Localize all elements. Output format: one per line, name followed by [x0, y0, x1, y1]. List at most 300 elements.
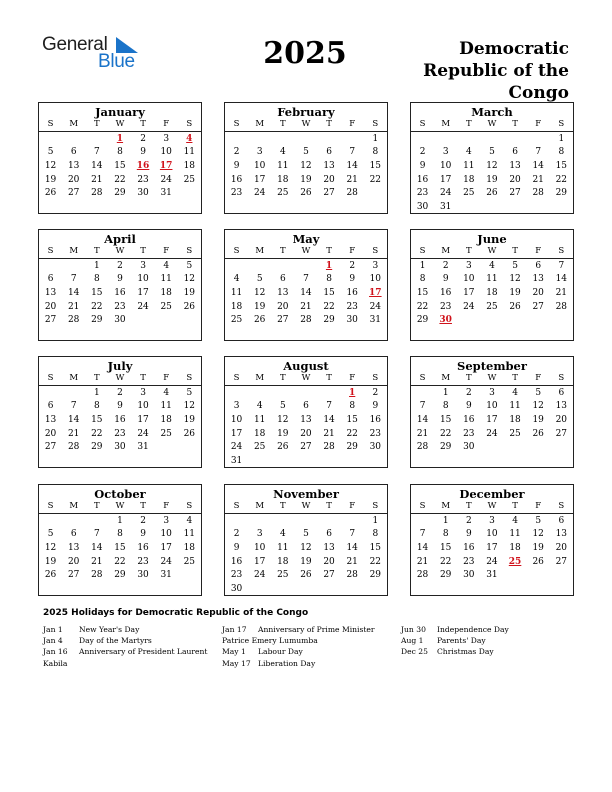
day-cell: 23 [137, 174, 149, 185]
day-cell: 10 [160, 529, 172, 540]
day-cell: 21 [346, 556, 358, 567]
week-row [225, 133, 387, 147]
week-row [39, 441, 201, 455]
day-cell: 25 [253, 442, 266, 453]
day-cell: 7 [419, 401, 426, 412]
week-row [225, 301, 387, 315]
day-cell: 8 [117, 529, 123, 540]
day-cell: 20 [67, 556, 80, 567]
day-cell: 9 [372, 401, 379, 412]
month-title: July [107, 359, 133, 373]
weekday-label: W [487, 246, 497, 256]
week-row [39, 387, 201, 401]
weekday-header [225, 118, 387, 132]
day-cell: 11 [230, 287, 243, 298]
day-cell: 22 [439, 428, 452, 439]
weekday-label: T [93, 373, 100, 383]
week-row [39, 569, 201, 583]
day-cell: 15 [323, 287, 335, 298]
day-cell: 1 [442, 515, 449, 526]
day-cell: 2 [442, 260, 449, 271]
day-cell: 23 [346, 301, 358, 312]
day-cell: 2 [233, 147, 240, 158]
weekday-label: S [372, 373, 379, 383]
weekday-label: S [47, 119, 54, 129]
weekday-label: T [279, 373, 286, 383]
day-cell: 2 [140, 515, 146, 526]
day-cell: 13 [300, 414, 312, 425]
holiday-name: Day of the Martyrs [79, 636, 152, 646]
day-cell: 10 [463, 274, 475, 285]
empty-cell [39, 260, 62, 274]
day-cell: 27 [555, 556, 568, 567]
day-cell: 7 [326, 401, 332, 412]
day-cell: 16 [230, 174, 243, 185]
holiday-item [222, 624, 402, 635]
day-cell: 30 [369, 442, 382, 453]
week-row [411, 174, 573, 188]
day-cell: 16 [137, 542, 149, 553]
weekday-label: S [186, 119, 193, 129]
empty-cell [480, 201, 503, 215]
day-cell: 15 [369, 160, 382, 171]
weekday-label: M [441, 246, 451, 256]
empty-cell [225, 387, 248, 401]
month-april [38, 229, 202, 341]
weekday-label: S [558, 246, 565, 256]
day-cell: 6 [303, 401, 309, 412]
week-row [225, 556, 387, 570]
day-cell: 3 [489, 387, 495, 398]
day-cell: 3 [465, 260, 472, 271]
day-cell: 26 [44, 188, 57, 199]
empty-cell [527, 569, 550, 583]
week-row [39, 287, 201, 301]
day-cell: 18 [509, 414, 521, 425]
weekday-label: M [69, 119, 79, 129]
day-cell: 17 [160, 542, 172, 553]
empty-cell [341, 583, 364, 597]
day-cell: 14 [91, 542, 103, 553]
week-row [225, 428, 387, 442]
day-cell: 13 [323, 542, 335, 553]
weekday-label: T [93, 501, 100, 511]
day-cell: 11 [463, 160, 475, 171]
day-cell: 14 [346, 542, 358, 553]
day-cell: 4 [256, 401, 263, 412]
day-cell: 8 [117, 147, 123, 158]
empty-cell [341, 455, 364, 469]
day-cell: 11 [277, 542, 289, 553]
day-cell: 27 [323, 188, 335, 199]
week-row [39, 260, 201, 274]
weekday-label: W [301, 373, 311, 383]
week-row [411, 301, 573, 315]
day-cell: 6 [70, 529, 77, 540]
day-cell: 3 [372, 260, 379, 271]
day-cell: 24 [230, 442, 243, 453]
month-title: January [95, 105, 145, 119]
weekday-label: F [535, 119, 542, 129]
day-cell: 27 [555, 428, 568, 439]
weekday-label: S [47, 373, 54, 383]
week-row [225, 455, 387, 469]
week-row [225, 414, 387, 428]
day-cell: 15 [439, 542, 452, 553]
day-cell: 29 [416, 315, 429, 326]
empty-cell [318, 515, 341, 529]
empty-cell [341, 133, 364, 147]
day-cell: 9 [465, 401, 472, 412]
week-row [39, 556, 201, 570]
week-row [225, 146, 387, 160]
holiday-name: Kabila [43, 658, 68, 668]
day-cell: 2 [465, 515, 472, 526]
day-cell: 30 [137, 188, 149, 199]
week-row [225, 273, 387, 287]
day-cell: 14 [67, 414, 80, 425]
day-cell: 19 [253, 301, 266, 312]
empty-cell [178, 569, 201, 583]
empty-cell [39, 133, 62, 147]
empty-cell [271, 515, 294, 529]
holiday-date: Jan 4 [43, 636, 63, 646]
day-cell: 12 [486, 160, 498, 171]
day-cell: 18 [160, 414, 172, 425]
day-cell: 21 [91, 556, 103, 567]
day-cell: 21 [555, 287, 568, 298]
day-cell: 29 [346, 442, 358, 453]
week-row [39, 428, 201, 442]
day-cell: 23 [230, 570, 243, 581]
day-cell: 28 [67, 315, 80, 326]
weekday-label: S [372, 246, 379, 256]
day-cell: 29 [91, 315, 103, 326]
day-cell: 18 [486, 287, 498, 298]
day-cell: 19 [183, 287, 196, 298]
holiday-day: 17 [159, 160, 173, 171]
day-cell: 7 [535, 147, 542, 158]
weekday-label: M [441, 501, 451, 511]
day-cell: 13 [555, 401, 568, 412]
day-cell: 23 [369, 428, 382, 439]
day-cell: 20 [555, 542, 568, 553]
day-cell: 5 [186, 387, 193, 398]
day-cell: 25 [160, 428, 172, 439]
empty-cell [480, 314, 503, 328]
day-cell: 10 [137, 401, 149, 412]
weekday-header [225, 245, 387, 259]
weekday-label: M [69, 373, 79, 383]
holiday-item [401, 646, 581, 657]
empty-cell [411, 515, 434, 529]
week-row [225, 387, 387, 401]
day-cell: 11 [160, 401, 172, 412]
day-cell: 8 [93, 274, 100, 285]
weekday-label: W [301, 246, 311, 256]
month-grid [411, 245, 573, 328]
weekday-label: F [349, 501, 356, 511]
day-cell: 3 [442, 147, 449, 158]
day-cell: 16 [439, 287, 452, 298]
day-cell: 5 [47, 147, 54, 158]
day-cell: 25 [277, 188, 289, 199]
day-cell: 15 [91, 287, 103, 298]
day-cell: 4 [512, 515, 518, 526]
day-cell: 19 [44, 174, 57, 185]
day-cell: 16 [114, 287, 126, 298]
day-cell: 17 [137, 287, 149, 298]
weekday-label: M [255, 501, 265, 511]
weekday-label: F [163, 373, 170, 383]
weekday-label: F [163, 501, 170, 511]
empty-cell [248, 583, 271, 597]
day-cell: 4 [489, 260, 495, 271]
month-title: April [104, 232, 136, 246]
day-cell: 8 [442, 401, 449, 412]
day-cell: 28 [532, 188, 544, 199]
holiday-date: Jun 30 [401, 625, 426, 634]
week-row [225, 583, 387, 597]
week-row [411, 314, 573, 328]
holiday-date: Jan 16 [43, 647, 68, 657]
day-cell: 31 [486, 570, 498, 581]
brand-blue-text: Blue [98, 51, 135, 72]
weekday-label: T [465, 246, 472, 256]
day-cell: 4 [512, 387, 518, 398]
day-cell: 28 [346, 570, 358, 581]
day-cell: 12 [183, 274, 196, 285]
week-row [225, 515, 387, 529]
day-cell: 22 [369, 174, 382, 185]
day-cell: 17 [230, 428, 243, 439]
holiday-date: May 17 [222, 658, 251, 668]
day-cell: 7 [349, 529, 356, 540]
holiday-day: 4 [186, 133, 193, 144]
holiday-item [401, 635, 581, 646]
day-cell: 30 [230, 583, 243, 594]
day-cell: 5 [512, 260, 518, 271]
empty-cell [457, 314, 480, 328]
weekday-label: M [255, 373, 265, 383]
month-grid [225, 372, 387, 469]
day-cell: 31 [369, 315, 382, 326]
day-cell: 27 [277, 315, 289, 326]
empty-cell [294, 583, 317, 597]
week-row [411, 542, 573, 556]
day-cell: 12 [532, 529, 544, 540]
empty-cell [62, 387, 85, 401]
month-title: June [477, 232, 507, 246]
empty-cell [155, 441, 178, 455]
empty-cell [248, 133, 271, 147]
day-cell: 2 [117, 387, 123, 398]
day-cell: 7 [303, 274, 309, 285]
day-cell: 13 [532, 274, 544, 285]
holidays-column [222, 624, 402, 669]
month-grid [411, 500, 573, 583]
week-row [411, 414, 573, 428]
weekday-label: W [115, 246, 125, 256]
day-cell: 9 [117, 401, 123, 412]
holiday-item [222, 635, 402, 646]
empty-cell [85, 515, 108, 529]
empty-cell [550, 201, 573, 215]
holiday-name: Anniversary of Prime Minister [258, 625, 375, 634]
day-cell: 14 [555, 274, 568, 285]
weekday-label: T [512, 501, 518, 511]
holiday-item [43, 646, 223, 657]
empty-cell [294, 387, 317, 401]
day-cell: 27 [67, 188, 80, 199]
day-cell: 18 [160, 287, 172, 298]
week-row [225, 160, 387, 174]
week-row [411, 441, 573, 455]
day-cell: 22 [439, 556, 452, 567]
day-cell: 5 [256, 274, 263, 285]
weekday-label: W [115, 373, 125, 383]
weekday-label: T [140, 246, 146, 256]
weekday-label: W [115, 501, 125, 511]
day-cell: 11 [509, 401, 521, 412]
holiday-name: Independence Day [437, 625, 509, 634]
empty-cell [550, 314, 573, 328]
day-cell: 26 [300, 570, 312, 581]
day-cell: 11 [160, 274, 172, 285]
weekday-label: S [419, 246, 426, 256]
day-cell: 18 [183, 160, 196, 171]
day-cell: 1 [93, 387, 100, 398]
day-cell: 6 [535, 260, 542, 271]
day-cell: 9 [233, 542, 240, 553]
day-cell: 25 [183, 174, 196, 185]
weekday-label: T [279, 246, 286, 256]
day-cell: 4 [186, 515, 193, 526]
week-row [39, 314, 201, 328]
day-cell: 1 [419, 260, 426, 271]
day-cell: 10 [253, 542, 266, 553]
country-line: Democratic [459, 39, 569, 59]
day-cell: 24 [253, 188, 266, 199]
day-cell: 25 [230, 315, 243, 326]
weekday-label: F [535, 373, 542, 383]
empty-cell [271, 387, 294, 401]
day-cell: 10 [439, 160, 452, 171]
day-cell: 22 [416, 301, 429, 312]
day-cell: 5 [489, 147, 495, 158]
day-cell: 26 [183, 301, 196, 312]
day-cell: 28 [555, 301, 568, 312]
day-cell: 12 [300, 160, 312, 171]
empty-cell [504, 201, 527, 215]
day-cell: 25 [486, 301, 498, 312]
holiday-item [222, 658, 402, 669]
month-august [224, 356, 388, 468]
day-cell: 15 [91, 414, 103, 425]
day-cell: 2 [465, 387, 472, 398]
day-cell: 15 [114, 542, 126, 553]
day-cell: 3 [489, 515, 495, 526]
month-title: March [471, 105, 513, 119]
day-cell: 14 [346, 160, 358, 171]
day-cell: 11 [183, 529, 196, 540]
day-cell: 25 [463, 188, 475, 199]
day-cell: 6 [512, 147, 518, 158]
day-cell: 29 [114, 188, 126, 199]
empty-cell [457, 201, 480, 215]
holidays-title: 2025 Holidays for Democratic Republic of the Congo [43, 608, 309, 618]
day-cell: 5 [535, 515, 542, 526]
weekday-label: T [465, 501, 472, 511]
weekday-label: S [558, 501, 565, 511]
holiday-item [43, 624, 223, 635]
day-cell: 5 [186, 260, 193, 271]
day-cell: 4 [163, 387, 170, 398]
day-cell: 12 [300, 542, 312, 553]
day-cell: 15 [369, 542, 382, 553]
day-cell: 20 [323, 556, 335, 567]
day-cell: 14 [323, 414, 335, 425]
day-cell: 10 [230, 414, 243, 425]
holidays-column [43, 624, 223, 669]
empty-cell [318, 455, 341, 469]
day-cell: 24 [463, 301, 475, 312]
day-cell: 13 [509, 160, 521, 171]
holiday-name: Anniversary of President Laurent [79, 647, 208, 657]
empty-cell [225, 260, 248, 274]
day-cell: 4 [279, 529, 286, 540]
day-cell: 3 [140, 387, 146, 398]
day-cell: 20 [44, 301, 57, 312]
day-cell: 6 [279, 274, 286, 285]
holiday-item [401, 624, 581, 635]
day-cell: 13 [555, 529, 568, 540]
weekday-label: T [140, 373, 146, 383]
day-cell: 3 [256, 529, 263, 540]
empty-cell [364, 455, 387, 469]
day-cell: 20 [277, 301, 289, 312]
week-row [39, 515, 201, 529]
weekday-label: S [419, 373, 426, 383]
month-grid [411, 118, 573, 215]
day-cell: 31 [137, 442, 149, 453]
empty-cell [457, 133, 480, 147]
day-cell: 9 [140, 147, 146, 158]
empty-cell [504, 133, 527, 147]
day-cell: 28 [416, 570, 429, 581]
weekday-label: S [372, 501, 379, 511]
weekday-label: S [186, 373, 193, 383]
day-cell: 18 [463, 174, 475, 185]
weekday-header [411, 372, 573, 386]
day-cell: 2 [349, 260, 356, 271]
weekday-label: F [349, 246, 356, 256]
holiday-date: Jan 1 [43, 625, 63, 634]
week-row [411, 528, 573, 542]
weekday-label: M [69, 501, 79, 511]
day-cell: 22 [555, 174, 568, 185]
day-cell: 6 [558, 515, 565, 526]
weekday-label: M [69, 246, 79, 256]
holiday-date: Dec 25 [401, 647, 428, 657]
day-cell: 30 [463, 570, 475, 581]
day-cell: 4 [233, 274, 240, 285]
week-row [39, 301, 201, 315]
weekday-header [39, 245, 201, 259]
empty-cell [248, 515, 271, 529]
empty-cell [434, 133, 457, 147]
month-january [38, 102, 202, 214]
